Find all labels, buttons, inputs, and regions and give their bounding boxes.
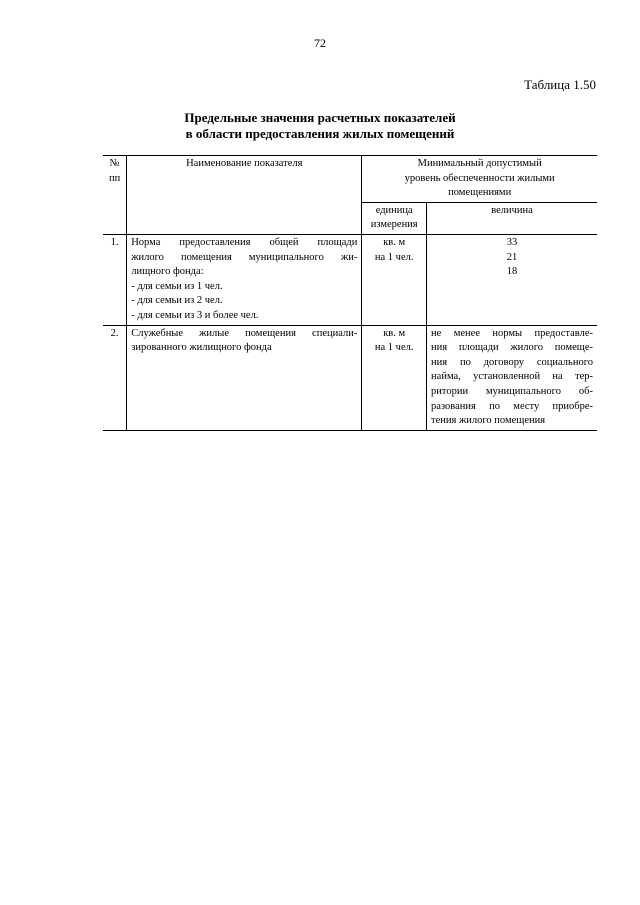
row-2-value-line-2: ния площади жилого помеще- [431, 342, 593, 354]
row-2-value-line-4: найма, установленной на тер- [431, 371, 593, 383]
header-group [362, 156, 597, 203]
header-value-text: величина [491, 204, 533, 216]
row-2-name [127, 325, 362, 430]
row-1-value-3: 18 [506, 266, 518, 278]
header-num-line-2: пп [108, 172, 121, 184]
row-1-name-line-1: Норма предоставления общей площади [131, 236, 358, 248]
row-2-num [103, 325, 127, 430]
header-unit-line-1: единица [375, 204, 413, 216]
row-1-unit-line-1: кв. м [383, 236, 406, 248]
row-2-name-line-1: Служебные жилые помещения специали- [131, 327, 358, 339]
row-2-value-line-6: разования по месту приобре- [431, 400, 593, 412]
header-name-text: Наименование показателя [186, 158, 303, 169]
header-num [103, 156, 127, 235]
table-header-row [103, 156, 597, 203]
row-2-value [427, 325, 597, 430]
row-2-name-line-2: зированного жилищного фонда [131, 342, 272, 354]
row-1-num [103, 234, 127, 325]
row-1-name [127, 234, 362, 325]
title-line-2: в области предоставления жилых помещений [185, 126, 455, 141]
header-group-line-1: Минимальный допустимый [417, 158, 542, 169]
table-row [103, 325, 597, 430]
row-2-unit-line-1: кв. м [383, 327, 406, 339]
norms-table [103, 155, 597, 431]
header-group-line-3: помещениями [448, 187, 512, 199]
title-line-1: Предельные значения расчетных показателей [184, 110, 456, 125]
table-label: Таблица 1.50 [524, 77, 596, 92]
row-1-num-text: 1. [110, 236, 119, 248]
row-2-value-line-1: не менее нормы предоставле- [431, 327, 593, 339]
row-1-value-2: 21 [506, 251, 518, 263]
row-2-unit [362, 325, 427, 430]
row-1-name-line-3: лищного фонда: [131, 266, 204, 278]
row-1-unit-line-2: на 1 чел. [374, 251, 414, 263]
page-number: 72 [314, 36, 326, 50]
row-2-unit-line-2: на 1 чел. [374, 342, 414, 354]
row-2-value-line-3: ния по договору социального [431, 356, 593, 368]
header-unit-line-2: измерения [370, 219, 418, 231]
header-unit [362, 202, 427, 234]
document-title [0, 110, 640, 142]
row-1-sub-item-2: - для семьи из 2 чел. [131, 295, 223, 307]
row-1-sub-item-1: - для семьи из 1 чел. [131, 280, 223, 292]
row-1-values [427, 234, 597, 325]
row-2-num-text: 2. [110, 327, 119, 339]
table-row [103, 234, 597, 325]
row-1-value-1: 33 [506, 236, 518, 248]
row-1-sub-item-3: - для семьи из 3 и более чел. [131, 309, 259, 321]
row-1-name-line-2: жилого помещения муниципального жи- [131, 251, 358, 263]
header-group-line-2: уровень обеспеченности жилыми [404, 172, 555, 184]
header-name [127, 156, 362, 235]
header-value [427, 202, 597, 234]
header-num-line-1: № [109, 158, 120, 169]
row-2-value-line-5: ритории муниципального об- [431, 385, 593, 397]
row-2-value-line-7: тения жилого помещения [431, 415, 546, 427]
row-1-unit [362, 234, 427, 325]
